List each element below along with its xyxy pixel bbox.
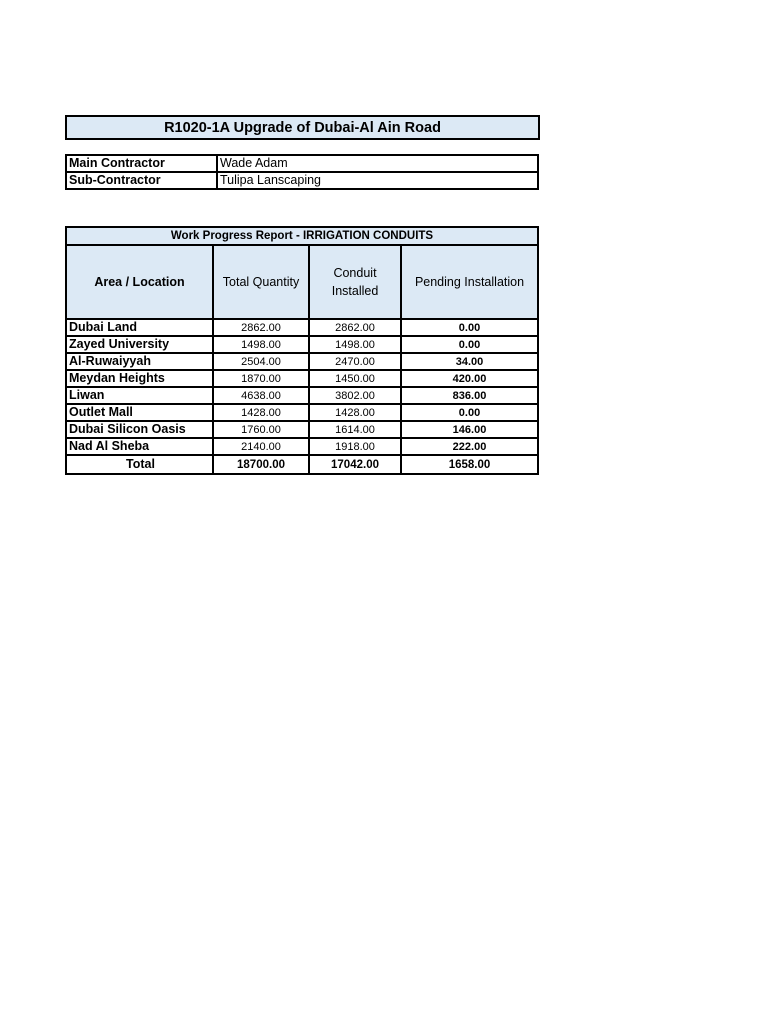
location-cell: Dubai Silicon Oasis xyxy=(66,421,213,438)
table-row xyxy=(66,438,538,455)
installed-cell: 1450.00 xyxy=(309,370,401,387)
location-cell: Al-Ruwaiyyah xyxy=(66,353,213,370)
table-row xyxy=(66,404,538,421)
total-quantity-cell: 1870.00 xyxy=(213,370,309,387)
contractor-table xyxy=(65,154,539,190)
table-row xyxy=(66,336,538,353)
table-row xyxy=(66,353,538,370)
main-contractor-value: Wade Adam xyxy=(217,155,538,172)
installed-cell: 2862.00 xyxy=(309,319,401,336)
table-row xyxy=(66,370,538,387)
contractor-row xyxy=(66,172,538,189)
total-quantity: 18700.00 xyxy=(213,455,309,474)
contractor-row xyxy=(66,155,538,172)
project-title: R1020-1A Upgrade of Dubai-Al Ain Road xyxy=(65,115,540,140)
pending-cell: 0.00 xyxy=(401,319,538,336)
total-installed: 17042.00 xyxy=(309,455,401,474)
header-conduit-installed xyxy=(309,245,401,319)
report-title: Work Progress Report - IRRIGATION CONDUITS xyxy=(66,227,538,245)
pending-cell: 420.00 xyxy=(401,370,538,387)
location-cell: Dubai Land xyxy=(66,319,213,336)
installed-cell: 2470.00 xyxy=(309,353,401,370)
pending-cell: 0.00 xyxy=(401,336,538,353)
progress-report-table xyxy=(65,226,539,475)
total-quantity-cell: 2504.00 xyxy=(213,353,309,370)
sub-contractor-label: Sub-Contractor xyxy=(66,172,217,189)
location-cell: Liwan xyxy=(66,387,213,404)
table-row xyxy=(66,387,538,404)
pending-cell: 836.00 xyxy=(401,387,538,404)
installed-cell: 3802.00 xyxy=(309,387,401,404)
main-contractor-label: Main Contractor xyxy=(66,155,217,172)
pending-cell: 34.00 xyxy=(401,353,538,370)
total-label: Total xyxy=(66,455,213,474)
location-cell: Outlet Mall xyxy=(66,404,213,421)
total-row xyxy=(66,455,538,474)
header-area-location: Area / Location xyxy=(66,245,213,319)
total-pending: 1658.00 xyxy=(401,455,538,474)
sub-contractor-value: Tulipa Lanscaping xyxy=(217,172,538,189)
installed-cell: 1428.00 xyxy=(309,404,401,421)
pending-cell: 146.00 xyxy=(401,421,538,438)
header-conduit-installed-text: Conduit Installed xyxy=(331,266,379,298)
installed-cell: 1498.00 xyxy=(309,336,401,353)
table-row xyxy=(66,421,538,438)
installed-cell: 1918.00 xyxy=(309,438,401,455)
pending-cell: 0.00 xyxy=(401,404,538,421)
total-quantity-cell: 4638.00 xyxy=(213,387,309,404)
total-quantity-cell: 1760.00 xyxy=(213,421,309,438)
total-quantity-cell: 1498.00 xyxy=(213,336,309,353)
header-total-quantity: Total Quantity xyxy=(213,245,309,319)
table-row xyxy=(66,319,538,336)
installed-cell: 1614.00 xyxy=(309,421,401,438)
total-quantity-cell: 1428.00 xyxy=(213,404,309,421)
location-cell: Zayed University xyxy=(66,336,213,353)
location-cell: Nad Al Sheba xyxy=(66,438,213,455)
header-pending-installation: Pending Installation xyxy=(401,245,538,319)
total-quantity-cell: 2862.00 xyxy=(213,319,309,336)
pending-cell: 222.00 xyxy=(401,438,538,455)
total-quantity-cell: 2140.00 xyxy=(213,438,309,455)
location-cell: Meydan Heights xyxy=(66,370,213,387)
